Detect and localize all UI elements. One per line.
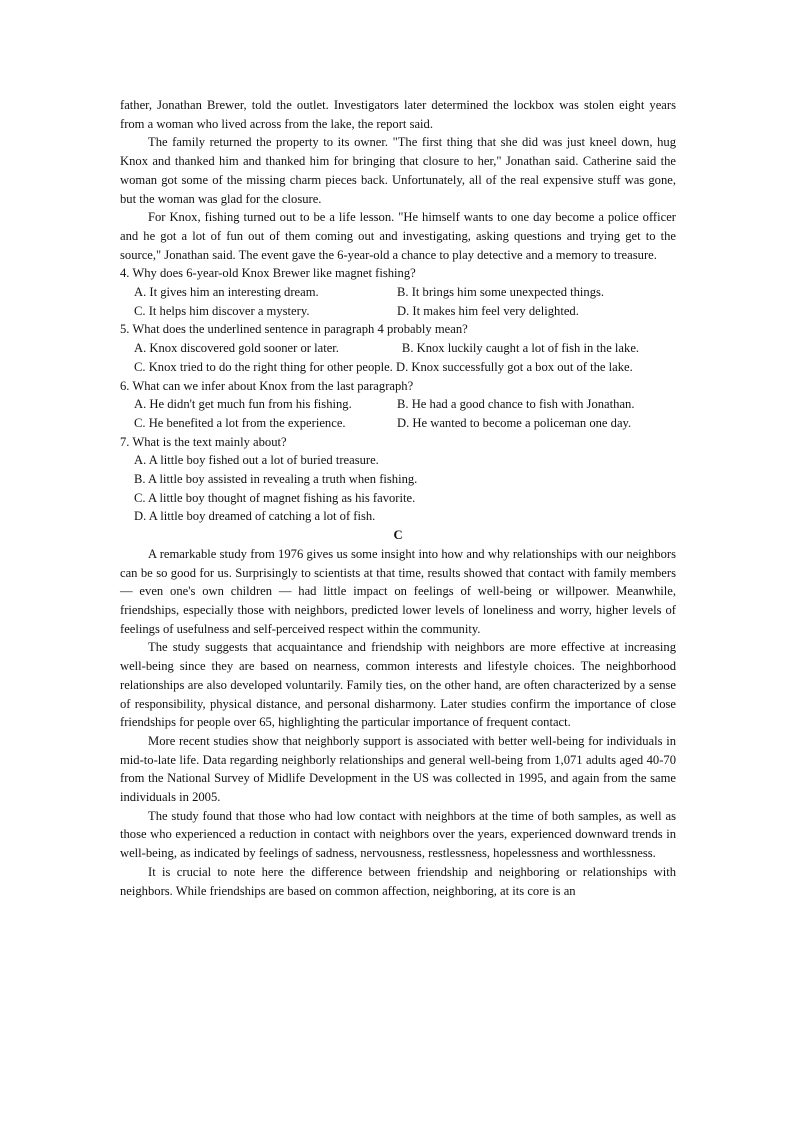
option-a: A. A little boy fished out a lot of buried treasure. (134, 453, 379, 468)
question-4-stem: 4. Why does 6-year-old Knox Brewer like magnet fishing? (120, 266, 416, 281)
option-b: B. He had a good chance to fish with Jonathan. (397, 397, 635, 412)
option-a: A. It gives him an interesting dream. (134, 285, 319, 300)
option-c: C. It helps him discover a mystery. (134, 303, 310, 318)
paragraph: It is crucial to note here the difference between friendship and neighboring or relationships with neighbors. While friendships are based on common affection, neighboring, at its core is an (120, 864, 676, 898)
paragraph: For Knox, fishing turned out to be a life lesson. "He himself wants to one day become a police officer and he got a lot of fun out of them coming out and investigating, asking questions and trying get to the source," Jonathan said. The event gave the 6-year-old a chance to play detective and a memory to treasure. (120, 210, 676, 262)
paragraph: The study found that those who had low contact with neighbors at the time of both samples, as well as those who experienced a reduction in contact with neighbors over the years, experienced downward trends in well-being, as indicated by feelings of sadness, nervousness, restlessness, hopelessness and worthlessness. (120, 808, 676, 861)
document-page (120, 96, 676, 900)
question-6-options-row1 (120, 395, 676, 414)
question-6-options-row2 (120, 414, 676, 433)
section-heading: C (393, 528, 403, 543)
question-4-options-row2 (120, 302, 676, 321)
question-4-options-row1 (120, 283, 676, 302)
option-c: C. A little boy thought of magnet fishing as his favorite. (134, 490, 416, 505)
option-b: B. A little boy assisted in revealing a truth when fishing. (134, 472, 418, 487)
paragraph: father, Jonathan Brewer, told the outlet. Investigators later determined the lockbox was stolen eight years from a woman who lived across from the lake, the report said. (120, 98, 676, 131)
option-d: D. He wanted to become a policeman one day. (397, 415, 632, 430)
question-5-options-cd: C. Knox tried to do the right thing for other people. D. Knox successfully got a box out of the lake. (134, 359, 633, 374)
paragraph: The study suggests that acquaintance and friendship with neighbors are more effective at increasing well-being since they are based on nearness, common interests and lifestyle choices. The neighborhood relationships are also developed voluntarily. Family ties, on the other hand, are often characterized by a sense of responsibility, physical distance, and personal disharmony. Later studies confirm the importance of close friendships for people over 65, highlighting the particular importance of frequent contact. (120, 640, 676, 730)
paragraph: A remarkable study from 1976 gives us some insight into how and why relationships with our neighbors can be so good for us. Surprisingly to scientists at that time, results showed that contact with family members — even one's own children — had little impact on feelings of well-being or willpower. Meanwhile, friendships, especially those with neighbors, predicted lower levels of loneliness and worry, higher levels of feelings of usefulness and self-perceived respect within the community. (120, 546, 676, 636)
paragraph: The family returned the property to its owner. "The first thing that she did was just kneel down, hug Knox and thanked him and thanked him for bringing that closure to her," Jonathan said. Catherine said the woman got some of the missing charm pieces back. Unfortunately, all of the real expensive stuff was gone, but the woman was glad for the closure. (120, 135, 676, 206)
option-c: C. He benefited a lot from the experience. (134, 415, 346, 430)
question-5-stem: 5. What does the underlined sentence in paragraph 4 probably mean? (120, 322, 468, 337)
option-d: D. It makes him feel very delighted. (397, 303, 579, 318)
question-7-stem: 7. What is the text mainly about? (120, 434, 287, 449)
question-6-stem: 6. What can we infer about Knox from the last paragraph? (120, 378, 414, 393)
question-5-options-ab: A. Knox discovered gold sooner or later. B. Knox luckily caught a lot of fish in the lake. (134, 341, 640, 356)
option-b: B. It brings him some unexpected things. (397, 285, 605, 300)
option-a: A. He didn't get much fun from his fishing. (134, 397, 352, 412)
paragraph: More recent studies show that neighborly support is associated with better well-being for individuals in mid-to-late life. Data regarding neighborly relationships and general well-being from 1,071 adults aged 40-70 from the National Survey of Midlife Development in the US was collected in 1995, and again from the same individuals in 2005. (120, 733, 676, 805)
option-d: D. A little boy dreamed of catching a lot of fish. (134, 509, 376, 524)
